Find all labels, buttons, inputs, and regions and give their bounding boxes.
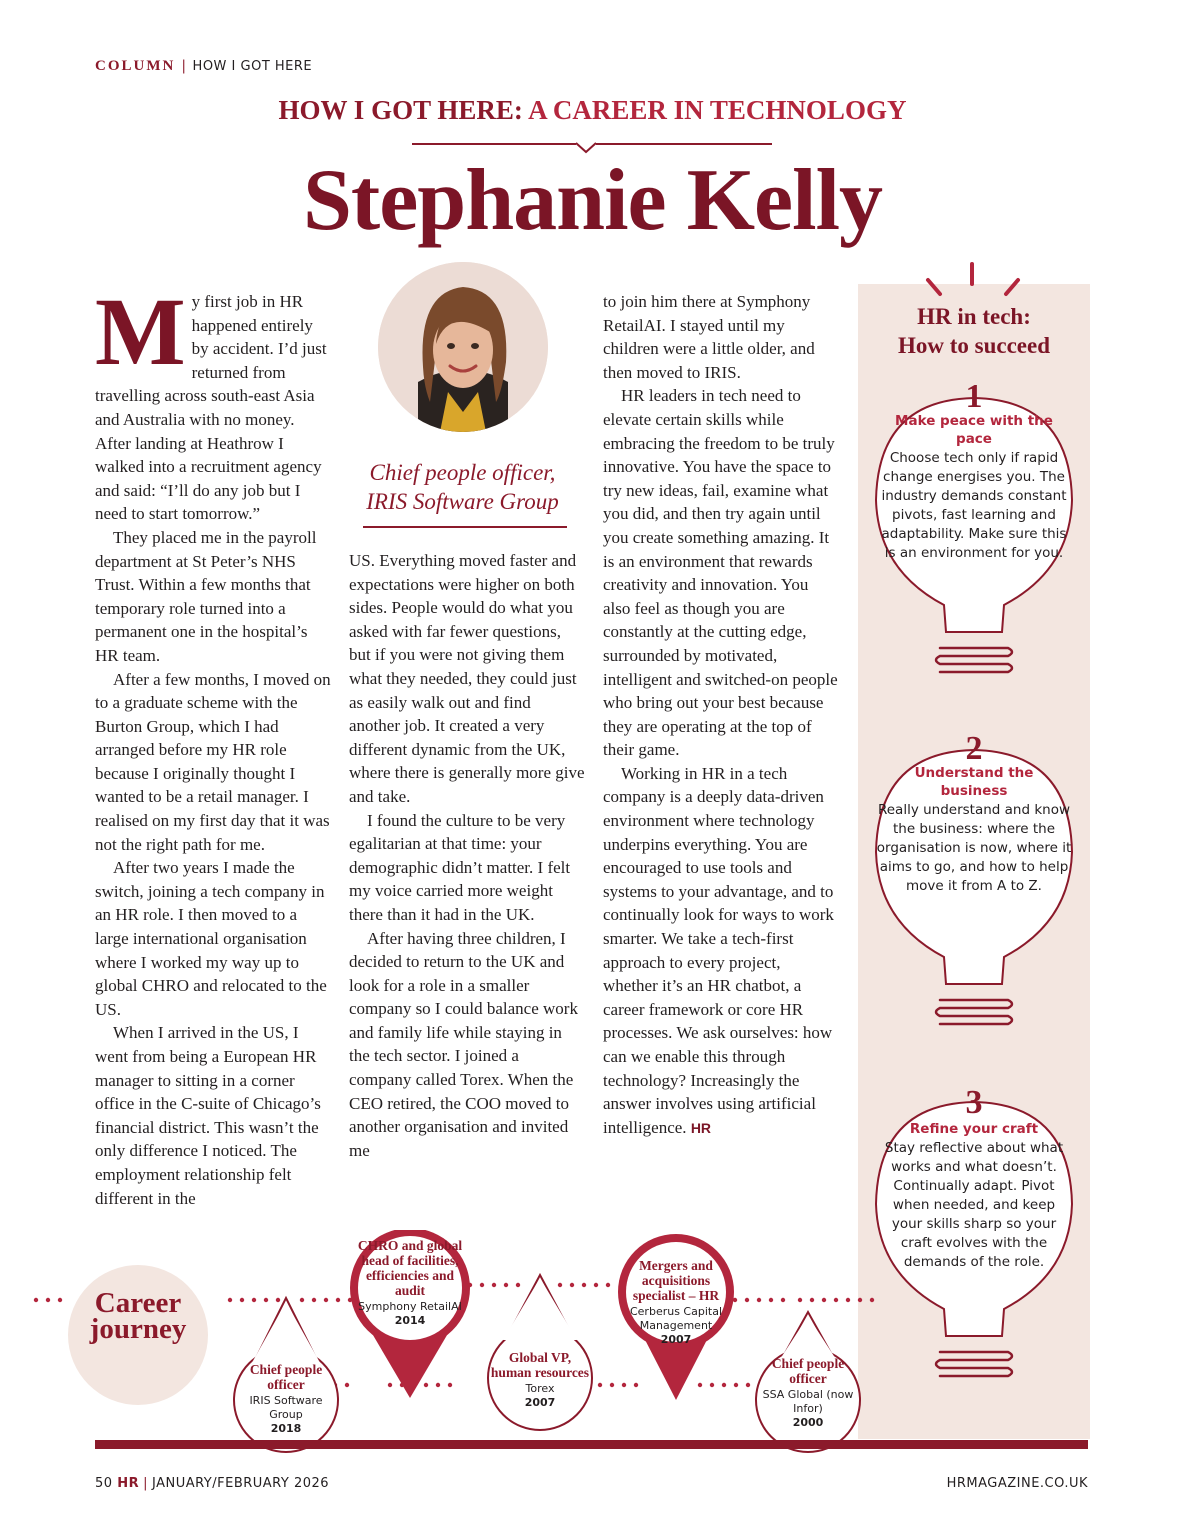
kicker-accent: A CAREER IN TECHNOLOGY xyxy=(528,95,907,125)
kicker-headline xyxy=(0,95,1185,126)
paragraph-text: Working in HR in a tech company is a deeply data-driven environment where technology underpins everything. You are encouraged to use tools and systems to your advantage, and to continually look for ways to work smarter. We take a tech-first approach to every project, whether it’s an HR chatbot, a career framework or core HR processes. We ask ourselves: how can we enable this through technology? Increasingly the answer involves using artificial intelligence. xyxy=(603,763,834,1137)
career-journey-line: journey xyxy=(89,1313,187,1345)
timeline-node xyxy=(352,1238,468,1328)
profile-role xyxy=(345,458,580,516)
kicker-main: HOW I GOT HERE: xyxy=(278,95,529,125)
paragraph: After a few months, I moved on to a graduate scheme with the Burton Group, which I had arranged before my HR role because I originally thought I wanted to be a retail manager. I realised on my first day that it was not the right path for me. xyxy=(95,669,331,854)
node-title: Chief people officer xyxy=(771,1356,845,1386)
tip-body: Choose tech only if rapid change energises you. The industry demands constant pivots, fast learning and adaptability. Make sure this is an environment for you. xyxy=(881,450,1067,561)
end-mark-logo: HR xyxy=(690,1119,712,1136)
career-journey-line: Career xyxy=(94,1287,182,1319)
portrait-illustration xyxy=(378,262,548,432)
light-rays-icon xyxy=(920,262,1030,302)
timeline-node xyxy=(232,1362,340,1436)
timeline-node xyxy=(760,1356,856,1430)
node-title: Chief people officer xyxy=(249,1362,323,1392)
portrait-photo xyxy=(378,262,548,432)
node-organisation: Cerberus Capital Management xyxy=(629,1305,722,1332)
paragraph: When I arrived in the US, I went from being a European HR manager to sitting in a corner office in the C-suite of Chicago’s financial district. This wasn’t the only difference I noticed. The employment relationship felt different in the xyxy=(95,1023,321,1208)
node-organisation: Symphony RetailAI xyxy=(358,1300,462,1313)
paragraph: to join him there at Symphony RetailAI. I stayed until my children were a little older, and then moved to IRIS. xyxy=(603,292,815,382)
tip-body: Stay reflective about what works and what doesn’t. Continually adapt. Pivot when needed, and keep your skills sharp so your craft evolves with the demands of the role. xyxy=(884,1140,1064,1270)
node-year: 2007 xyxy=(524,1396,556,1409)
timeline-node xyxy=(490,1350,590,1410)
article-column-1 xyxy=(95,278,331,1210)
tip-body: Really understand and know the business: where the organisation is now, where it aims to go, and how to help move it from A to Z. xyxy=(876,802,1072,894)
drop-cap: M xyxy=(95,278,186,385)
website-link[interactable]: HRMAGAZINE.CO.UK xyxy=(946,1476,1088,1491)
paragraph: After two years I made the switch, joining a tech company in an HR role. I then moved to a large international organisation where I worked my way up to global CHRO and relocated to the US. xyxy=(95,858,327,1019)
sidebar-title-line: HR in tech: xyxy=(917,304,1031,329)
section-name: COLUMN xyxy=(95,58,176,74)
career-journey-label xyxy=(68,1287,208,1345)
sidebar-title-line: How to succeed xyxy=(897,333,1051,358)
paragraph: HR leaders in tech need to elevate certain skills while embracing the freedom to be truly innovative. You have the space to try new ideas, fail, examine what you did, and then try again until you create something amazing. It is an environment that rewards creativity and innovation. You also feel as though you are constantly at the cutting edge, surrounded by motivated, intelligent and switched-on people who bring out your best because they are operating at the top of their game. xyxy=(603,386,838,760)
paragraph xyxy=(603,762,839,1141)
paragraph: US. Everything moved faster and expectations were higher on both sides. People would do what you asked with far fewer questions, but if you were not giving them what they needed, they could just as easily walk out and find another job. It created a very different dynamic from the UK, where there is generally more give and take. xyxy=(349,551,585,806)
role-rule xyxy=(363,526,567,528)
magazine-name: HR xyxy=(117,1476,140,1491)
tip-number: 1 xyxy=(965,378,983,415)
tip-heading: Refine your craft xyxy=(909,1121,1039,1137)
paragraph: y first job in HR happened entirely by accident. I’d just returned from travelling across south-east Asia and Australia with no money. After landing at Heathrow I walked into a recruitment agency and said: “I’ll do any job but I need to start tomorrow.” xyxy=(95,292,327,524)
page-title: Stephanie Kelly xyxy=(302,152,883,249)
node-year: 2018 xyxy=(270,1422,302,1435)
tip-number: 3 xyxy=(965,1084,983,1121)
node-title: Mergers and acquisitions specialist – HR xyxy=(632,1258,720,1303)
role-title: Chief people officer, xyxy=(369,460,556,485)
footer-separator: | xyxy=(143,1476,148,1491)
node-organisation: SSA Global (now Infor) xyxy=(762,1388,854,1415)
tip-heading: Make peace with the pace xyxy=(895,413,1053,447)
section-separator: | xyxy=(181,58,187,74)
node-title: CHRO and global head of facilities, efficiencies and audit xyxy=(357,1238,463,1298)
paragraph: After having three children, I decided to return to the UK and look for a role in a smaller company so I could balance work and family life while staying in the tech sector. I joined a company called Torex. When the CEO retired, the COO moved to another organisation and invited me xyxy=(349,928,578,1160)
paragraph: I found the culture to be very egalitarian at that time: your demographic didn’t matter. I felt my voice carried more weight there than it had in the UK. xyxy=(349,810,571,924)
node-year: 2000 xyxy=(792,1416,824,1429)
node-organisation: IRIS Software Group xyxy=(249,1394,323,1421)
sidebar-title xyxy=(858,302,1090,360)
role-organisation: IRIS Software Group xyxy=(366,489,559,514)
timeline-node xyxy=(624,1258,728,1347)
issue-date: JANUARY/FEBRUARY 2026 xyxy=(151,1476,330,1491)
node-year: 2007 xyxy=(660,1333,692,1346)
article-column-2 xyxy=(349,549,585,1162)
node-year: 2014 xyxy=(394,1314,426,1327)
footer-left xyxy=(95,1476,329,1491)
node-title: Global VP, human resources xyxy=(490,1350,590,1380)
article-column-3 xyxy=(603,290,839,1140)
tip-number: 2 xyxy=(965,730,983,767)
page-number: 50 xyxy=(95,1476,113,1491)
node-organisation: Torex xyxy=(525,1382,555,1395)
tip-heading: Understand the business xyxy=(914,765,1034,799)
footer-rule xyxy=(95,1440,1088,1449)
section-label xyxy=(95,58,312,75)
subsection-name: HOW I GOT HERE xyxy=(192,59,313,74)
paragraph: They placed me in the payroll department at St Peter’s NHS Trust. Within a few months that temporary role turned into a permanent one in the hospital’s HR team. xyxy=(95,527,317,665)
